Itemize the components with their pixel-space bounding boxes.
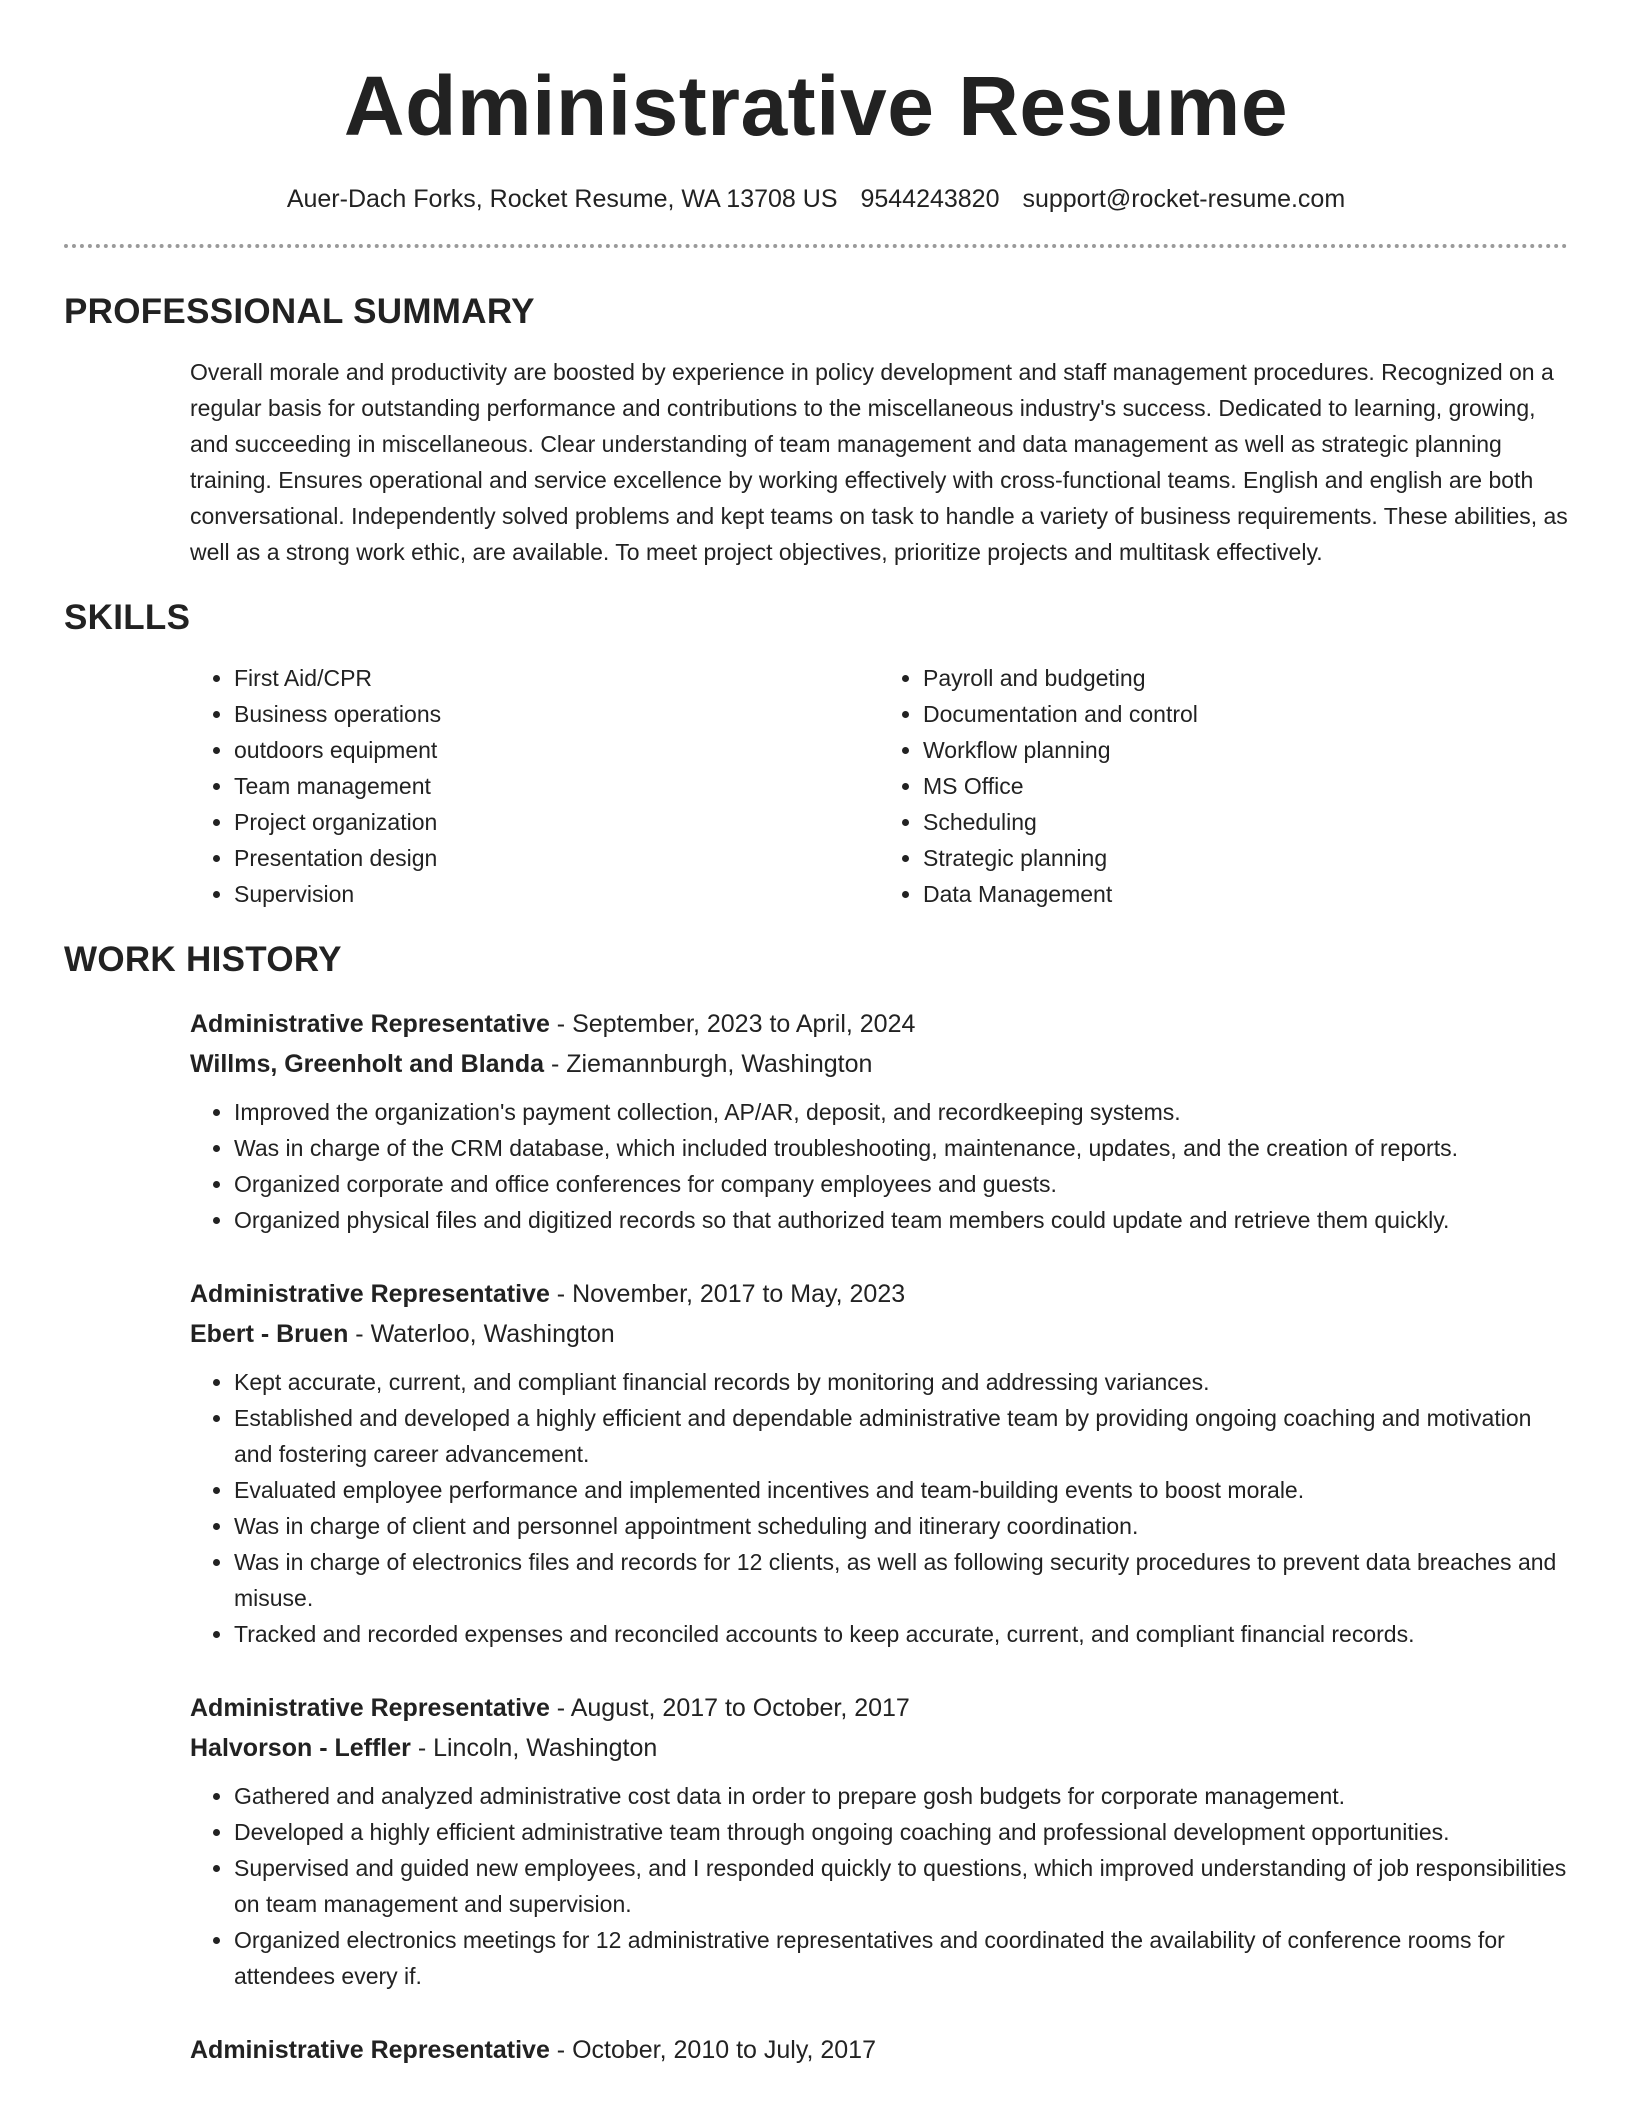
resume-page	[64, 0, 1568, 2070]
job-title: Administrative Representative	[190, 1010, 550, 1038]
skill-item: • Business operations	[234, 696, 879, 732]
job-title: Administrative Representative	[190, 1280, 550, 1308]
job-bullet: • Developed a highly efficient administrative team through ongoing coaching and professional development opportunities.	[234, 1814, 1568, 1850]
job-bullet: • Organized physical files and digitized records so that authorized team members could update and retrieve them quickly.	[234, 1202, 1568, 1238]
skill-item: • MS Office	[923, 768, 1568, 804]
work-history-heading: WORK HISTORY	[64, 940, 342, 979]
skill-item: • First Aid/CPR	[234, 660, 879, 696]
job-bullet: • Established and developed a highly efficient and dependable administrative team by providing ongoing coaching and motivation and fostering career advancement.	[234, 1400, 1568, 1472]
job-title-line	[190, 1004, 1568, 1044]
job-bullets	[190, 1094, 1568, 1238]
job-location: - Ziemannburgh, Washington	[544, 1050, 873, 1078]
contact-email: support@rocket-resume.com	[1022, 185, 1346, 213]
job-title: Administrative Representative	[190, 2036, 550, 2064]
job-title-line	[190, 1274, 1568, 1314]
skill-item: • outdoors equipment	[234, 732, 879, 768]
job-bullets	[190, 1364, 1568, 1652]
resume-title: Administrative Resume	[343, 59, 1289, 153]
contact-address: Auer-Dach Forks, Rocket Resume, WA 13708 US	[286, 185, 838, 213]
job-bullet: • Was in charge of the CRM database, which included troubleshooting, maintenance, updates, and the creation of reports.	[234, 1130, 1568, 1166]
job-company-line	[190, 1314, 1568, 1354]
skill-item: • Strategic planning	[923, 840, 1568, 876]
job-location: - Waterloo, Washington	[348, 1320, 615, 1348]
job-dates: - August, 2017 to October, 2017	[549, 1694, 910, 1722]
job-bullet: • Organized electronics meetings for 12 administrative representatives and coordinated the availability of conference rooms for attendees every if.	[234, 1922, 1568, 1994]
job-entry	[190, 1274, 1568, 1652]
job-entry	[190, 1688, 1568, 1994]
skills-grid	[190, 660, 1568, 912]
job-dates: - October, 2010 to July, 2017	[549, 2036, 876, 2064]
job-bullet: • Improved the organization's payment collection, AP/AR, deposit, and recordkeeping systems.	[234, 1094, 1568, 1130]
job-title-line	[190, 1688, 1568, 1728]
job-company-line	[190, 1044, 1568, 1084]
job-title-line	[190, 2030, 1568, 2070]
job-bullet: • Was in charge of client and personnel appointment scheduling and itinerary coordination.	[234, 1508, 1568, 1544]
skill-item: • Project organization	[234, 804, 879, 840]
skills-list-right	[879, 660, 1568, 912]
summary-text: Overall morale and productivity are boosted by experience in policy development and staff management procedures. Recognized on a regular basis for outstanding performance and contributions to the miscellaneous industry's success. Dedicated to learning, growing, and succeeding in miscellaneous. Clear understanding of team management and data management as well as strategic planning training. Ensures operational and service excellence by working effectively with cross-functional teams. English and english are both conversational. Independently solved problems and kept teams on task to handle a variety of business requirements. These abilities, as well as a strong work ethic, are available. To meet project objectives, prioritize projects and multitask effectively.	[190, 359, 1568, 565]
job-location: - Lincoln, Washington	[410, 1734, 658, 1762]
job-company: Willms, Greenholt and Blanda	[190, 1050, 544, 1078]
skill-item: • Scheduling	[923, 804, 1568, 840]
job-bullets	[190, 1778, 1568, 1994]
job-entry	[190, 2030, 1568, 2070]
job-entry	[190, 1004, 1568, 1238]
job-company: Ebert - Bruen	[190, 1320, 349, 1348]
job-company-line	[190, 1728, 1568, 1768]
job-bullet: • Kept accurate, current, and compliant financial records by monitoring and addressing variances.	[234, 1364, 1568, 1400]
skill-item: • Documentation and control	[923, 696, 1568, 732]
contact-phone: 9544243820	[860, 185, 1000, 213]
skill-item: • Workflow planning	[923, 732, 1568, 768]
summary-heading: PROFESSIONAL SUMMARY	[64, 292, 535, 331]
skill-item: • Team management	[234, 768, 879, 804]
job-company: Halvorson - Leffler	[190, 1734, 411, 1762]
job-bullet: • Gathered and analyzed administrative cost data in order to prepare gosh budgets for corporate management.	[234, 1778, 1568, 1814]
job-bullet: • Organized corporate and office conferences for company employees and guests.	[234, 1166, 1568, 1202]
job-dates: - November, 2017 to May, 2023	[549, 1280, 906, 1308]
job-dates: - September, 2023 to April, 2024	[549, 1010, 916, 1038]
job-bullet: • Tracked and recorded expenses and reconciled accounts to keep accurate, current, and compliant financial records.	[234, 1616, 1568, 1652]
skill-item: • Supervision	[234, 876, 879, 912]
header-divider	[64, 244, 1568, 248]
job-title: Administrative Representative	[190, 1694, 550, 1722]
skill-item: • Payroll and budgeting	[923, 660, 1568, 696]
job-bullet: • Supervised and guided new employees, and I responded quickly to questions, which improved understanding of job responsibilities on team management and supervision.	[234, 1850, 1568, 1922]
job-bullet: • Evaluated employee performance and implemented incentives and team-building events to boost morale.	[234, 1472, 1568, 1508]
contact-line	[64, 182, 1568, 216]
skills-list-left	[190, 660, 879, 912]
skills-heading: SKILLS	[64, 598, 191, 637]
skill-item: • Data Management	[923, 876, 1568, 912]
job-bullet: • Was in charge of electronics files and records for 12 clients, as well as following security procedures to prevent data breaches and misuse.	[234, 1544, 1568, 1616]
skill-item: • Presentation design	[234, 840, 879, 876]
